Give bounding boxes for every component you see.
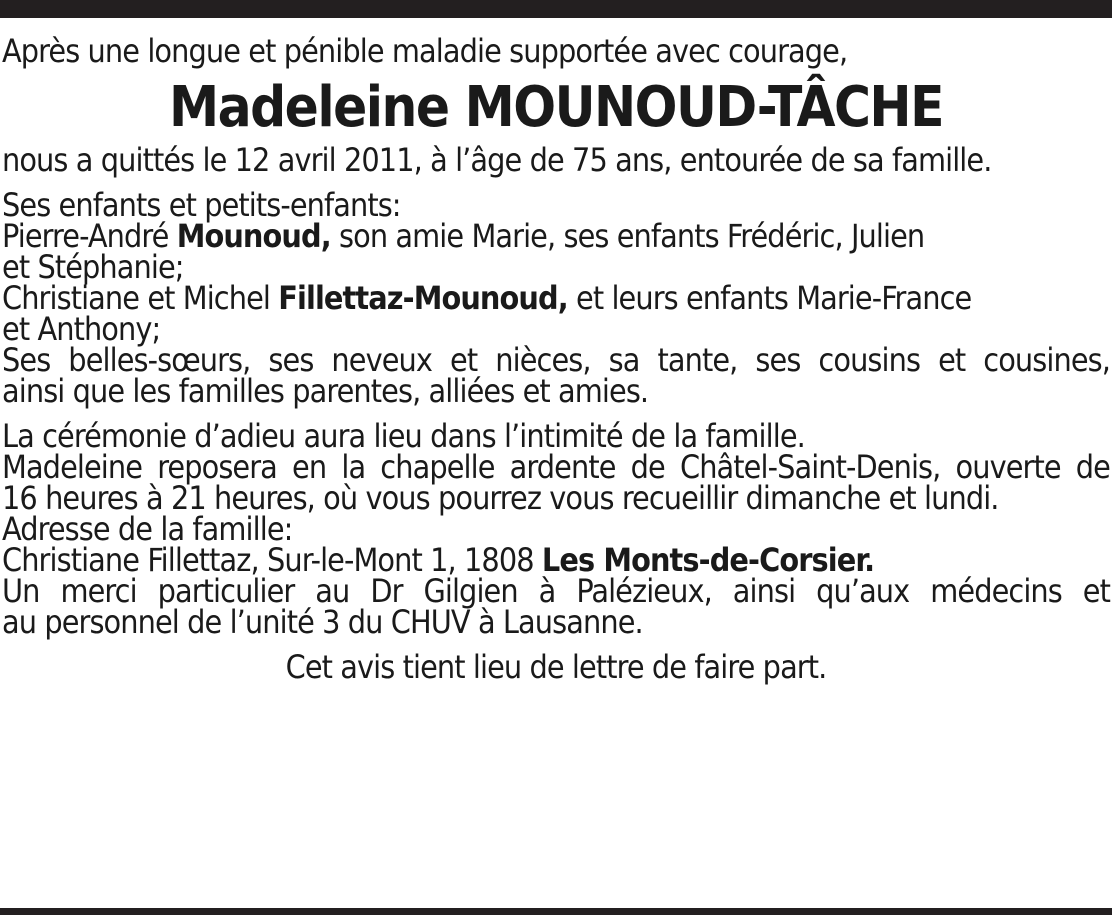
top-border — [0, 0, 1112, 18]
address-heading: Adresse de la famille: — [2, 510, 293, 548]
child-2-rest: et leurs enfants Marie-France — [567, 279, 972, 317]
deceased-name: Madeleine MOUNOUD-TÂCHE — [168, 75, 944, 140]
child-2-line — [2, 279, 1110, 317]
child-1-surname: Mounoud, — [176, 217, 331, 255]
relatives-line-2: ainsi que les familles parentes, alliées et amies. — [2, 372, 649, 410]
child-1-continuation: et Stéphanie; — [2, 248, 184, 286]
chapel-line-1: Madeleine reposera en la chapelle ardente de Châtel-Saint-Denis, ouverte de — [2, 448, 1110, 486]
child-1-first: Pierre-André — [2, 217, 177, 255]
death-notice — [2, 32, 1110, 686]
ceremony-text: La cérémonie d’adieu aura lieu dans l’intimité de la famille. — [2, 417, 805, 455]
family-heading: Ses enfants et petits-enfants: — [2, 186, 401, 224]
relatives-line-1: Ses belles-sœurs, ses neveux et nièces, sa tante, ses cousins et cousines, — [2, 341, 1110, 379]
thanks-line-1: Un merci particulier au Dr Gilgien à Palézieux, ainsi qu’aux médecins et — [2, 572, 1110, 610]
intro-text: Après une longue et pénible maladie supportée avec courage, — [2, 32, 848, 70]
child-2-surname: Fillettaz-Mounoud, — [278, 279, 568, 317]
bottom-border — [0, 908, 1112, 915]
chapel-line-2: 16 heures à 21 heures, où vous pourrez vous recueillir dimanche et lundi. — [2, 479, 999, 517]
thanks-line-2: au personnel de l’unité 3 du CHUV à Lausanne. — [2, 603, 643, 641]
address-prefix: Christiane Fillettaz, Sur-le-Mont 1, 1808 — [2, 541, 542, 579]
child-1-rest: son amie Marie, ses enfants Frédéric, Julien — [330, 217, 925, 255]
passing-text: nous a quittés le 12 avril 2011, à l’âge de 75 ans, entourée de sa famille. — [2, 141, 992, 179]
child-2-first: Christiane et Michel — [2, 279, 279, 317]
family-section — [2, 186, 1110, 410]
closing-text: Cet avis tient lieu de lettre de faire part. — [285, 648, 827, 686]
address-town: Les Monts-de-Corsier. — [541, 541, 875, 579]
child-2-continuation: et Anthony; — [2, 310, 161, 348]
ceremony-section — [2, 417, 1110, 641]
